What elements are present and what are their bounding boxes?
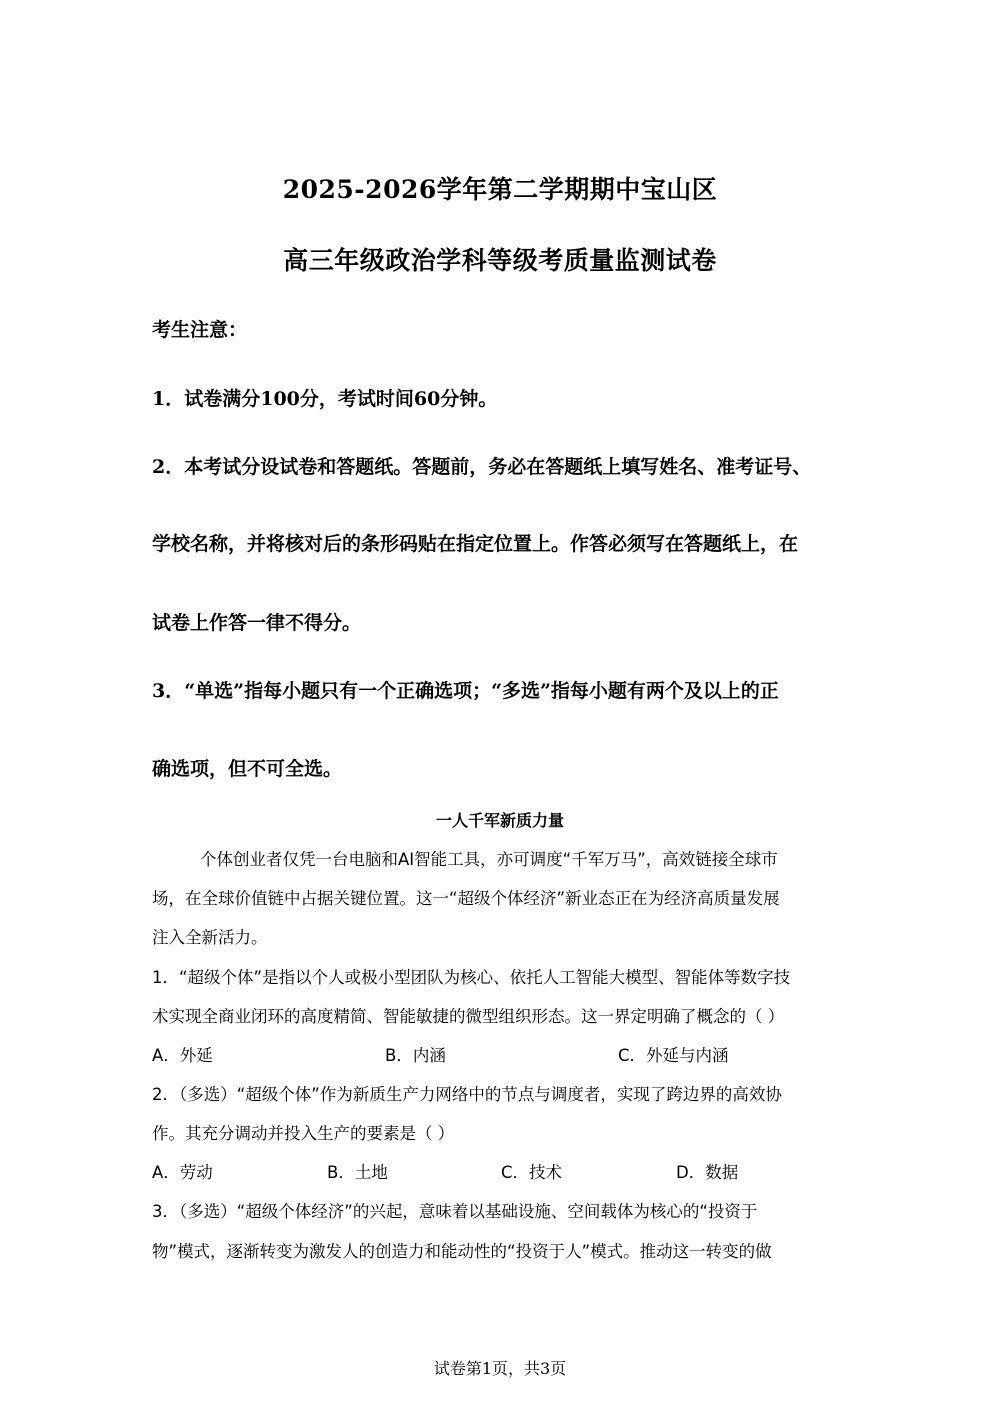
page-footer: 试卷第1页，共3页 [433, 1359, 567, 1378]
question-2-option-d: D．数据 [676, 1163, 739, 1182]
question-3-line-1: 3．（多选）“超级个体经济”的兴起，意味着以基础设施、空间载体为核心的“投资于 [152, 1202, 758, 1221]
section-title: 一人千军新质力量 [435, 811, 564, 830]
notice-line-1: 1．试卷满分100分，考试时间60分钟。 [152, 388, 498, 410]
notice-line-6: 确选项，但不可全选。 [152, 758, 343, 780]
notice-heading: 考生注意： [152, 319, 248, 341]
intro-line-2: 场，在全球价值链中占据关键位置。这一“超级个体经济”新业态正在为经济高质量发展 [152, 889, 780, 908]
question-2-option-a: A．劳动 [152, 1163, 213, 1182]
exam-title-line-1: 2025-2026学年第二学期期中宝山区 [282, 175, 718, 204]
question-1-option-a: A．外延 [152, 1046, 213, 1065]
question-2-option-c: C．技术 [501, 1163, 563, 1182]
exam-title-line-2: 高三年级政治学科等级考质量监测试卷 [283, 246, 717, 275]
question-2-option-b: B．土地 [327, 1163, 388, 1182]
notice-line-3: 学校名称，并将核对后的条形码贴在指定位置上。作答必须写在答题纸上，在 [152, 533, 799, 555]
intro-line-3: 注入全新活力。 [152, 928, 268, 947]
question-1-line-2: 术实现全商业闭环的高度精简、智能敏捷的微型组织形态。这一界定明确了概念的（ ） [152, 1007, 785, 1026]
notice-line-4: 试卷上作答一律不得分。 [152, 612, 362, 634]
question-2-line-2: 作。其充分调动并投入生产的要素是（ ） [152, 1124, 455, 1143]
notice-line-5: 3．“单选”指每小题只有一个正确选项；“多选”指每小题有两个及以上的正 [152, 680, 779, 702]
notice-line-2: 2．本考试分设试卷和答题纸。答题前，务必在答题纸上填写姓名、准考证号、 [152, 456, 812, 478]
question-3-line-2: 物”模式，逐渐转变为激发人的创造力和能动性的“投资于人”模式。推动这一转变的做 [152, 1242, 772, 1261]
intro-line-1: 个体创业者仅凭一台电脑和AI智能工具，亦可调度“千军万马”，高效链接全球市 [200, 850, 778, 869]
question-2-line-1: 2．（多选）“超级个体”作为新质生产力网络中的节点与调度者，实现了跨边界的高效协 [152, 1085, 782, 1104]
question-1-line-1: 1．“超级个体”是指以个人或极小型团队为核心、依托人工智能大模型、智能体等数字技 [152, 968, 791, 987]
question-1-option-c: C．外延与内涵 [618, 1046, 729, 1065]
question-1-option-b: B．内涵 [385, 1046, 446, 1065]
